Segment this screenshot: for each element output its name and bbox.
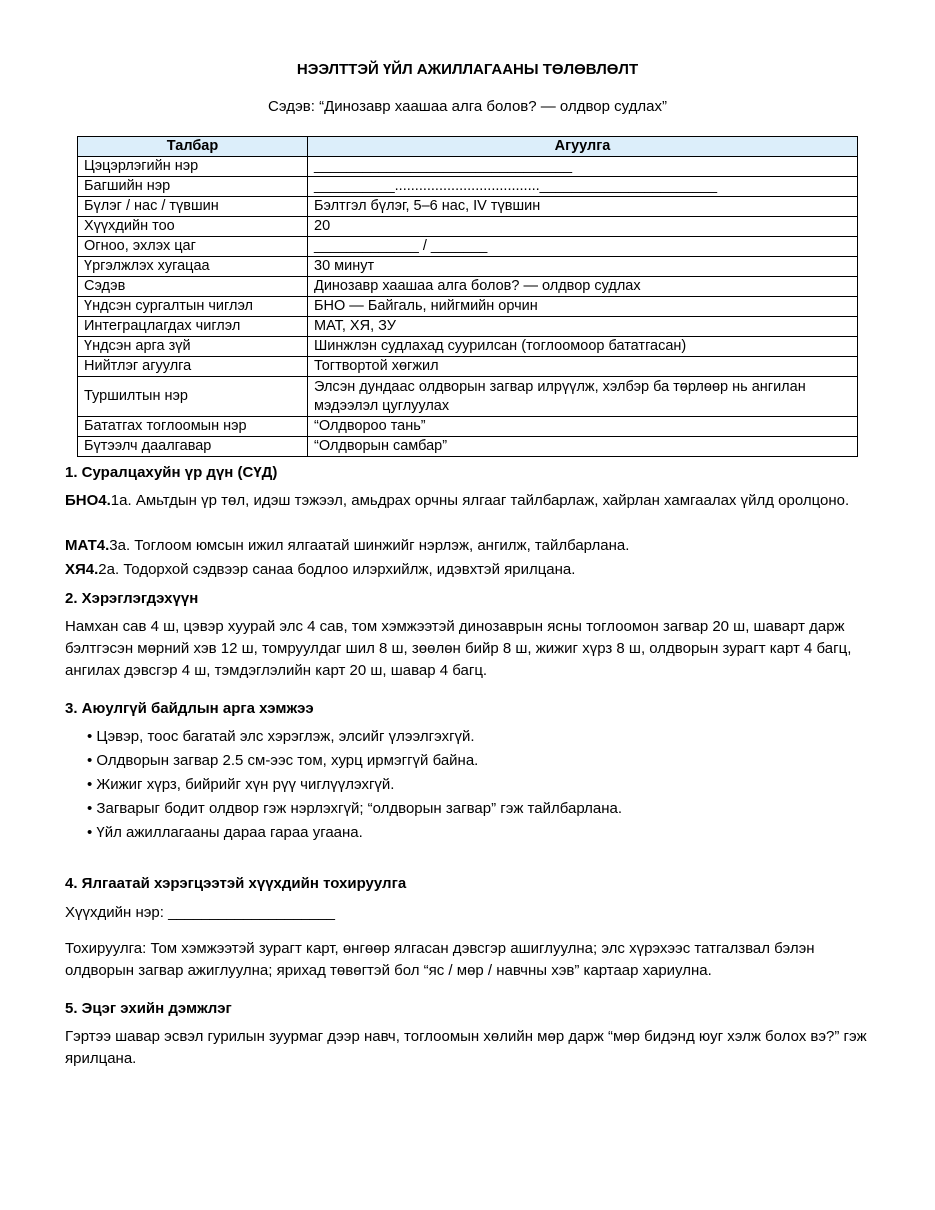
row-label: Нийтлэг агуулга <box>78 357 308 377</box>
row-label: Огноо, эхлэх цаг <box>78 237 308 257</box>
table-row <box>78 177 858 197</box>
item-code: ХЯ4. <box>65 561 99 578</box>
section-2-text: Намхан сав 4 ш, цэвэр хуурай элс 4 сав, том хэмжээтэй динозаврын ясны тоглоомон загвар 20 ш, шаварт дарж бэлтгэсэн мөрний хэв 12 ш, томруулдаг шил 8 ш, зөөлөн бийр 8 ш, жижиг хүрз 8 ш, олдворын зурагт карт 4 багц, ангилах дэвсгэр 4 ш, тэмдэглэлийн карт 20 ш, шавар 4 багц. <box>65 618 852 679</box>
row-label: Бүлэг / нас / түвшин <box>78 197 308 217</box>
safety-list <box>65 725 897 845</box>
row-value: 20 <box>308 217 858 237</box>
section-4-heading: 4. Ялгаатай хэрэгцээтэй хүүхдийн тохируулга <box>65 875 407 892</box>
table-header-row <box>78 137 858 157</box>
table-row <box>78 197 858 217</box>
document-title: НЭЭЛТТЭЙ ҮЙЛ АЖИЛЛАГААНЫ ТӨЛӨВЛӨЛТ <box>296 61 639 78</box>
row-value: 30 минут <box>308 257 858 277</box>
row-value: Динозавр хаашаа алга болов? — олдвор судлах <box>308 277 858 297</box>
row-label: Хүүхдийн тоо <box>78 217 308 237</box>
section-5-heading: 5. Эцэг эхийн дэмжлэг <box>65 1000 232 1017</box>
row-value: Тогтвортой хөгжил <box>308 357 858 377</box>
row-value: Элсэн дундаас олдворын загвар илрүүлж, хэлбэр ба төрлөөр нь ангилан мэдээлэл цуглуулах <box>308 377 858 417</box>
info-table <box>77 136 858 457</box>
section-2-heading: 2. Хэрэглэгдэхүүн <box>65 590 199 607</box>
section-1-item <box>65 535 875 557</box>
list-item: • Жижиг хүрз, бийрийг хүн рүү чиглүүлэхгүй. <box>87 776 395 793</box>
table-row <box>78 337 858 357</box>
row-value: _____________ / _______ <box>308 237 858 257</box>
list-item: • Олдворын загвар 2.5 см-ээс том, хурц ирмэггүй байна. <box>87 752 479 769</box>
row-label: Бүтээлч даалгавар <box>78 437 308 457</box>
row-value: МАТ, ХЯ, ЗУ <box>308 317 858 337</box>
table-row <box>78 417 858 437</box>
section-1-heading: 1. Суралцахуйн үр дүн (СҮД) <box>65 464 278 481</box>
table-row <box>78 437 858 457</box>
row-value: ________________________________ <box>308 157 858 177</box>
item-text: 2а. Тодорхой сэдвээр санаа бодлоо илэрхийлж, идэвхтэй ярилцана. <box>98 561 576 578</box>
section-3-heading: 3. Аюулгүй байдлын арга хэмжээ <box>65 700 314 717</box>
list-item: • Цэвэр, тоос багатай элс хэрэглэж, элсийг үлээлгэхгүй. <box>87 728 475 745</box>
item-text: 3а. Тоглоом юмсын ижил ялгаатай шинжийг нэрлэж, ангилж, тайлбарлана. <box>109 537 630 554</box>
table-row <box>78 257 858 277</box>
table-row <box>78 317 858 337</box>
section-4-text: Тохируулга: Том хэмжээтэй зурагт карт, өнгөөр ялгасан дэвсгэр ашиглуулна; элс хүрэхээс татгалзвал бэлэн олдворын загвар ажиглуулна; ярихад төвөгтэй бол “яс / мөр / навчны хэв” картаар хариулна. <box>65 940 815 979</box>
list-item: • Үйл ажиллагааны дараа гараа угаана. <box>87 824 363 841</box>
document-subtitle: Сэдэв: “Динозавр хаашаа алга болов? — олдвор судлах” <box>268 98 667 115</box>
table-row <box>78 377 858 417</box>
table-row <box>78 217 858 237</box>
row-label: Үргэлжлэх хугацаа <box>78 257 308 277</box>
item-code: БНО4. <box>65 492 111 509</box>
row-value: “Олдворын самбар” <box>308 437 858 457</box>
table-header-content: Агуулга <box>308 137 858 157</box>
row-label: Туршилтын нэр <box>78 377 308 417</box>
row-value: БНО — Байгаль, нийгмийн орчин <box>308 297 858 317</box>
row-label: Интеграцлагдах чиглэл <box>78 317 308 337</box>
row-label: Үндсэн сургалтын чиглэл <box>78 297 308 317</box>
table-row <box>78 357 858 377</box>
item-text: 1а. Амьтдын үр төл, идэш тэжээл, амьдрах орчны ялгааг тайлбарлаж, хайрлан хамгаалах үйлд оролцоно. <box>110 492 850 509</box>
row-label: Үндсэн арга зүй <box>78 337 308 357</box>
section-5-text: Гэртээ шавар эсвэл гурилын зуурмаг дээр навч, тоглоомын хөлийн мөр дарж “мөр бидэнд юуг хэлж болох вэ?” гэж ярилцана. <box>65 1028 867 1067</box>
table-row <box>78 157 858 177</box>
section-1-item <box>65 559 875 581</box>
section-1-item <box>65 490 875 512</box>
row-value: Бэлтгэл бүлэг, 5–6 нас, IV түвшин <box>308 197 858 217</box>
row-label: Багшийн нэр <box>78 177 308 197</box>
table-header-field: Талбар <box>78 137 308 157</box>
child-name-line: Хүүхдийн нэр: ____________________ <box>65 904 335 921</box>
table-row <box>78 297 858 317</box>
row-label: Цэцэрлэгийн нэр <box>78 157 308 177</box>
list-item: • Загварыг бодит олдвор гэж нэрлэхгүй; “олдворын загвар” гэж тайлбарлана. <box>87 800 623 817</box>
row-label: Бататгах тоглоомын нэр <box>78 417 308 437</box>
row-value: __________....................................______________________ <box>308 177 858 197</box>
row-value: Шинжлэн судлахад суурилсан (тоглоомоор бататгасан) <box>308 337 858 357</box>
row-label: Сэдэв <box>78 277 308 297</box>
item-code: МАТ4. <box>65 537 110 554</box>
row-value: “Олдвороо тань” <box>308 417 858 437</box>
table-row <box>78 277 858 297</box>
table-row <box>78 237 858 257</box>
